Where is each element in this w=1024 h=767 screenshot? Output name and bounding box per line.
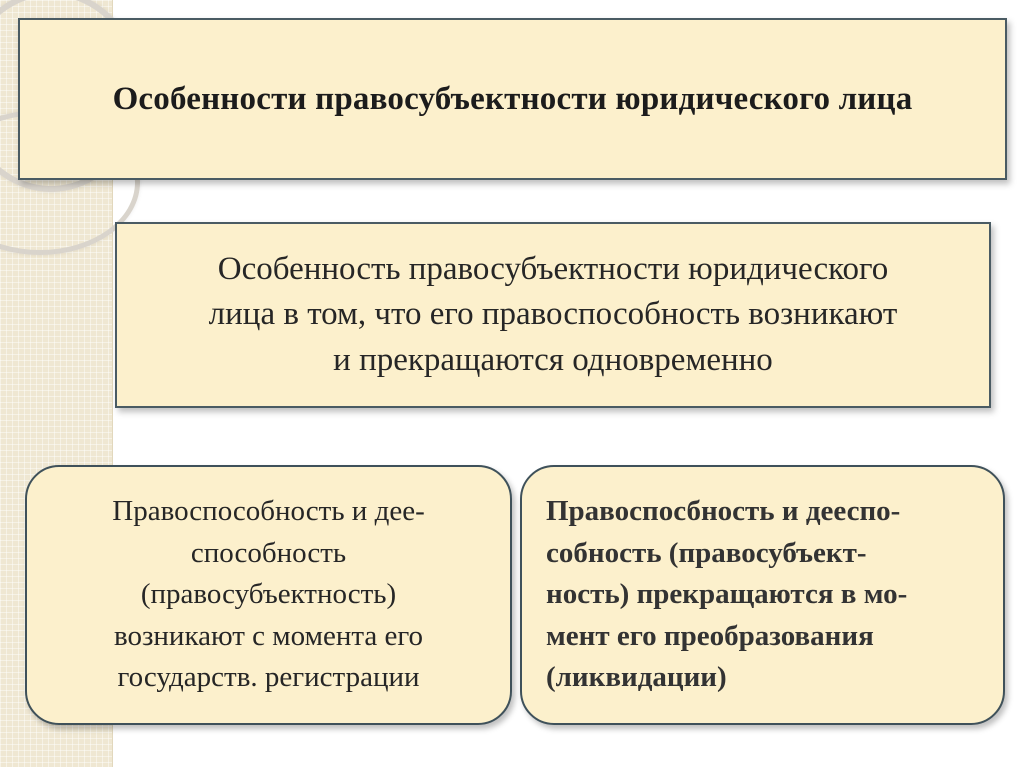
emergence-line: возникают с момента его	[113, 619, 424, 652]
statement-line: Особенность правосубъектности юридического	[217, 250, 889, 287]
statement-text	[209, 247, 898, 384]
termination-line: (ликвидации)	[546, 661, 727, 694]
emergence-line: (правосубъектность)	[140, 578, 397, 611]
emergence-box	[25, 465, 512, 725]
emergence-line: государств. регистрации	[117, 661, 420, 694]
statement-line: лица в том, что его правоспособность возникают	[208, 296, 898, 333]
statement-line: и прекращаются одновременно	[333, 341, 773, 378]
termination-line: собность (правосубъект-	[546, 536, 867, 569]
termination-text	[546, 491, 907, 698]
statement-box	[115, 222, 991, 408]
termination-line: Правоспосбность и дееспо-	[546, 495, 901, 528]
emergence-line: Правоспособность и дее-	[112, 495, 425, 528]
emergence-line: способность	[190, 536, 347, 569]
title-box	[18, 18, 1007, 180]
termination-line: мент его преобразования	[546, 619, 874, 652]
termination-box	[520, 465, 1005, 725]
termination-line: ность) прекращаются в мо-	[546, 578, 908, 611]
page-title: Особенности правосубъектности юридического лица	[112, 80, 913, 117]
emergence-text	[112, 491, 424, 698]
